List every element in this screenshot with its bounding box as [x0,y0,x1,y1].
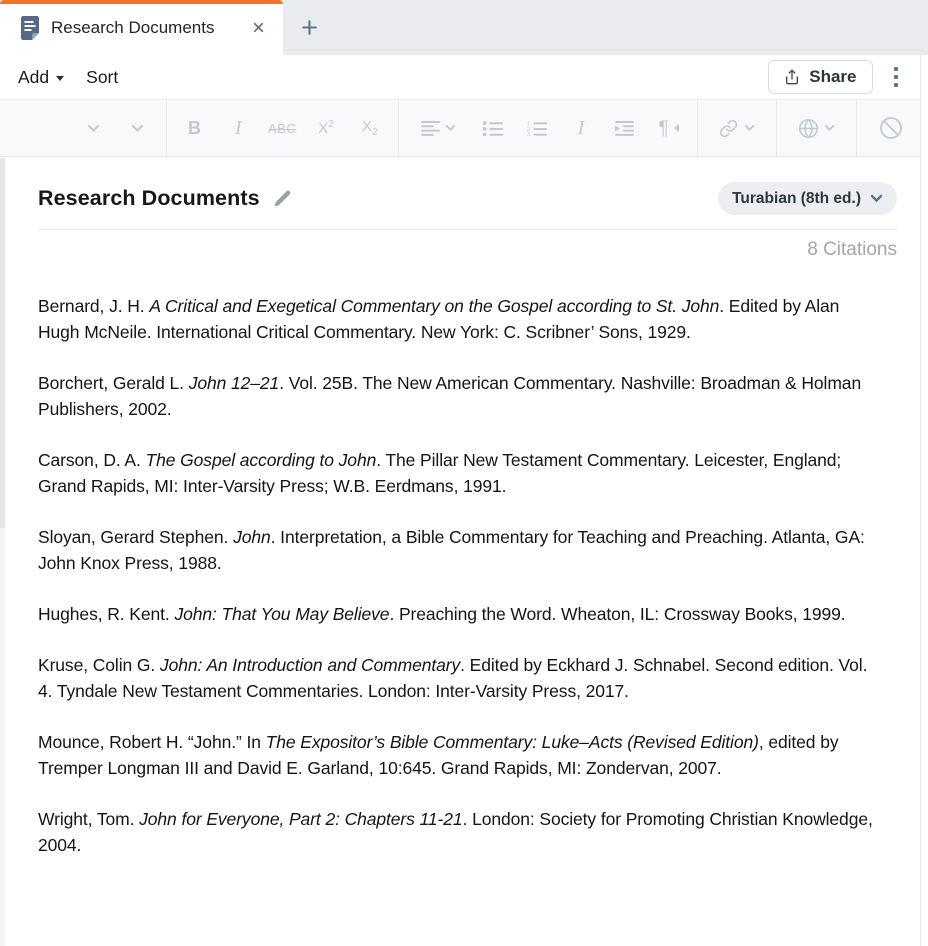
slash-circle-icon [879,116,903,140]
tab-close-icon[interactable] [247,17,269,39]
subscript-button[interactable] [348,100,392,156]
toolbar-divider [697,100,698,156]
link-dropdown[interactable] [704,100,771,156]
italic-button[interactable] [216,100,260,156]
link-icon [718,119,739,138]
document-icon [20,16,40,40]
toolbar-divider [856,100,857,156]
citation[interactable]: Carson, D. A. The Gospel according to John. The Pillar New Testament Commentary. Leicester, England; Grand Rapids, MI: Inter-Varsity Press; W.B. Eerdmans, 1991. [38,450,842,496]
arrow-left-icon [674,124,679,132]
svg-text:1: 1 [527,120,531,127]
chevron-down-icon [744,124,755,132]
font-style-dropdown[interactable] [72,100,116,156]
numbered-list-icon [527,121,547,136]
citation[interactable]: Borchert, Gerald L. John 12–21. Vol. 25B. The New American Commentary. Nashville: Broadman & Holman Publishers, 2002. [38,373,862,419]
toolbar-divider [166,100,167,156]
superscript-icon: $X^2$ [318,119,334,137]
chevron-down-icon [131,124,144,133]
language-dropdown[interactable] [783,100,850,156]
title-divider [38,229,897,230]
page-title: Research Documents [38,186,260,210]
document-content [0,182,920,858]
sort-menu-label: Sort [86,66,119,87]
align-left-icon [421,121,440,136]
font-size-dropdown[interactable] [116,100,160,156]
bullet-list-icon [483,121,503,136]
toolbar-divider [776,100,777,156]
add-menu-button[interactable] [18,67,64,88]
share-button-label: Share [809,67,857,86]
italic-alt-button[interactable] [559,100,603,156]
citation-count: 8 Citations [807,239,897,260]
title-row [38,182,897,215]
strikethrough-icon: ABC [268,120,297,136]
numbered-list-button[interactable] [515,100,559,156]
left-scrollbar-thumb[interactable] [0,158,5,528]
right-panel-edge [920,55,921,946]
bold-icon: B [188,117,202,138]
superscript-button[interactable] [304,100,348,156]
chevron-down-icon [445,124,456,132]
alignment-dropdown[interactable] [405,100,472,156]
citation-style-label: Turabian (8th ed.) [732,189,861,207]
formatting-toolbar [0,100,920,157]
citation[interactable]: Bernard, J. H. A Critical and Exegetical Commentary on the Gospel according to St. John. Edited by Alan Hugh McNeile. International Critical Commentary. New York: C. Scribner’ Sons, 1929. [38,296,840,342]
citation[interactable]: Sloyan, Gerard Stephen. John. Interpretation, a Bible Commentary for Teaching and Preaching. Atlanta, GA: John Knox Press, 1988. [38,527,865,573]
citation[interactable]: Wright, Tom. John for Everyone, Part 2: Chapters 11-21. London: Society for Promoting Christian Knowledge, 2004. [38,809,873,855]
svg-text:2: 2 [527,126,531,133]
paragraph-direction-button[interactable] [647,100,691,156]
new-tab-plus-icon[interactable] [283,0,335,55]
serif-italic-icon: I [577,116,585,139]
toolbar-divider [398,100,399,156]
share-button[interactable] [768,60,872,94]
more-options-kebab-icon[interactable] [888,63,905,92]
svg-text:3: 3 [527,131,531,136]
italic-icon: I [235,116,242,139]
chevron-down-icon [824,124,835,132]
edit-title-pencil-icon[interactable] [273,189,292,208]
pilcrow-icon: ¶ [658,117,669,139]
bold-button[interactable] [173,100,217,156]
tab-research-documents[interactable] [0,0,283,55]
citation[interactable]: Mounce, Robert H. “John.” In The Expositor’s Bible Commentary: Luke–Acts (Revised Edition), edited by Tremper Longman III and David E. Garland, 10:645. Grand Rapids, MI: Zondervan, 2007. [38,732,839,778]
globe-icon [798,118,819,139]
tab-label: Research Documents [51,17,215,37]
chevron-down-icon [870,194,883,203]
tab-bar [0,0,928,55]
caret-down-icon [56,76,64,81]
bullet-list-button[interactable] [471,100,515,156]
sort-menu-button[interactable] [86,67,118,88]
share-icon [784,68,800,86]
strikethrough-button[interactable] [260,100,304,156]
indent-icon [615,121,634,136]
citation-style-dropdown[interactable] [718,182,897,215]
chevron-down-icon [87,124,100,133]
indent-button[interactable] [603,100,647,156]
menu-bar [0,55,920,100]
citation[interactable]: Kruse, Colin G. John: An Introduction and Commentary. Edited by Eckhard J. Schnabel. Second edition. Vol. 4. Tyndale New Testament Commentaries. London: Inter-Varsity Press, 2017. [38,655,868,701]
subscript-icon: $X_2$ [362,118,378,138]
citation[interactable]: Hughes, R. Kent. John: That You May Believe. Preaching the Word. Wheaton, IL: Crossway Books, 1999. [38,604,846,624]
add-menu-label: Add [18,66,50,87]
clear-formatting-button[interactable] [863,100,920,156]
citation-list [38,293,897,858]
